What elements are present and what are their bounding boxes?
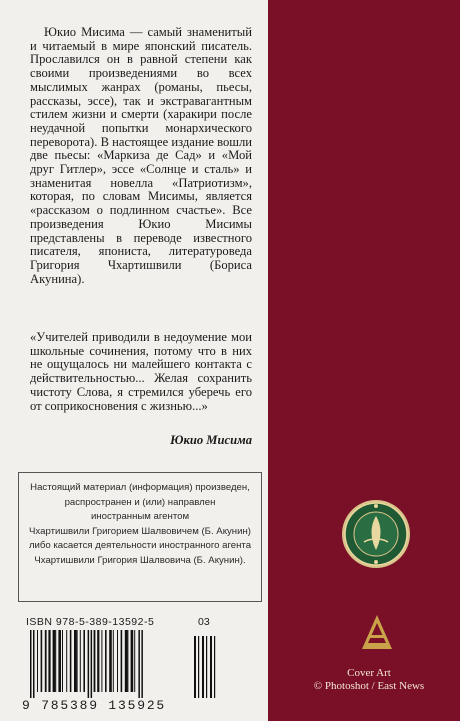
notice-line: распространен и (или) направлен: [64, 496, 216, 508]
notice-line: иностранным агентом: [90, 511, 190, 522]
notice-line: либо касается деятельности иностранного агента: [28, 540, 252, 551]
isbn-barcode: [22, 612, 228, 716]
foreign-agent-notice: [18, 472, 262, 602]
barcode-digits: 9 785389 135925: [22, 698, 167, 713]
notice-line: Чхартишвили Григорием Шалвовичем (Б. Акунин): [29, 525, 251, 537]
credit-line: © Photoshot / East News: [313, 680, 425, 692]
quote-author: Юкио Мисима: [170, 433, 252, 447]
isbn-number: ISBN 978-5-389-13592-5: [26, 616, 155, 628]
award-seal-icon: [340, 498, 412, 570]
author-quote: «Учителей приводили в недоумение мои школьные сочинения, потому что в них не ощущалось ни малейшего контакта с действительностью... Желая сохранить чистоту Слова, я стремился уберечь его от соприкосновения с жизнью...»: [30, 330, 252, 413]
credit-line: Cover Art: [347, 667, 391, 679]
publisher-logo-icon: [360, 613, 394, 651]
barcode-bars: [22, 630, 228, 698]
book-description: Юкио Мисима — самый знаменитый и читаемый в мире японский писатель. Прославился он в равной степени как своими произведениями во всех мыслимых жанрах (романы, пьесы, рассказы, эссе), так и экстравагантным стилем жизни и смерти (харакири после неудачной попытки монархического переворота). В настоящее издание вошли две пьесы: «Маркиза де Сад» и «Мой друг Гитлер», эссе «Солнце и сталь» и знаменитая новелла «Патриотизм», которая, по словам Мисимы, является «рассказом о подлинном счастье». Все произведения Юкио Мисимы представлены в переводе известного писателя, япониста, литературоведа Григория Чхартишвили (Бориса Акунина).: [30, 25, 252, 286]
notice-line: Настоящий материал (информация) произведен,: [30, 482, 250, 493]
notice-line: Чхартишвили Григория Шалвовича (Б. Акунин).: [34, 554, 246, 566]
cover-art-credit: [278, 667, 460, 693]
barcode-addon: 03: [198, 616, 210, 628]
